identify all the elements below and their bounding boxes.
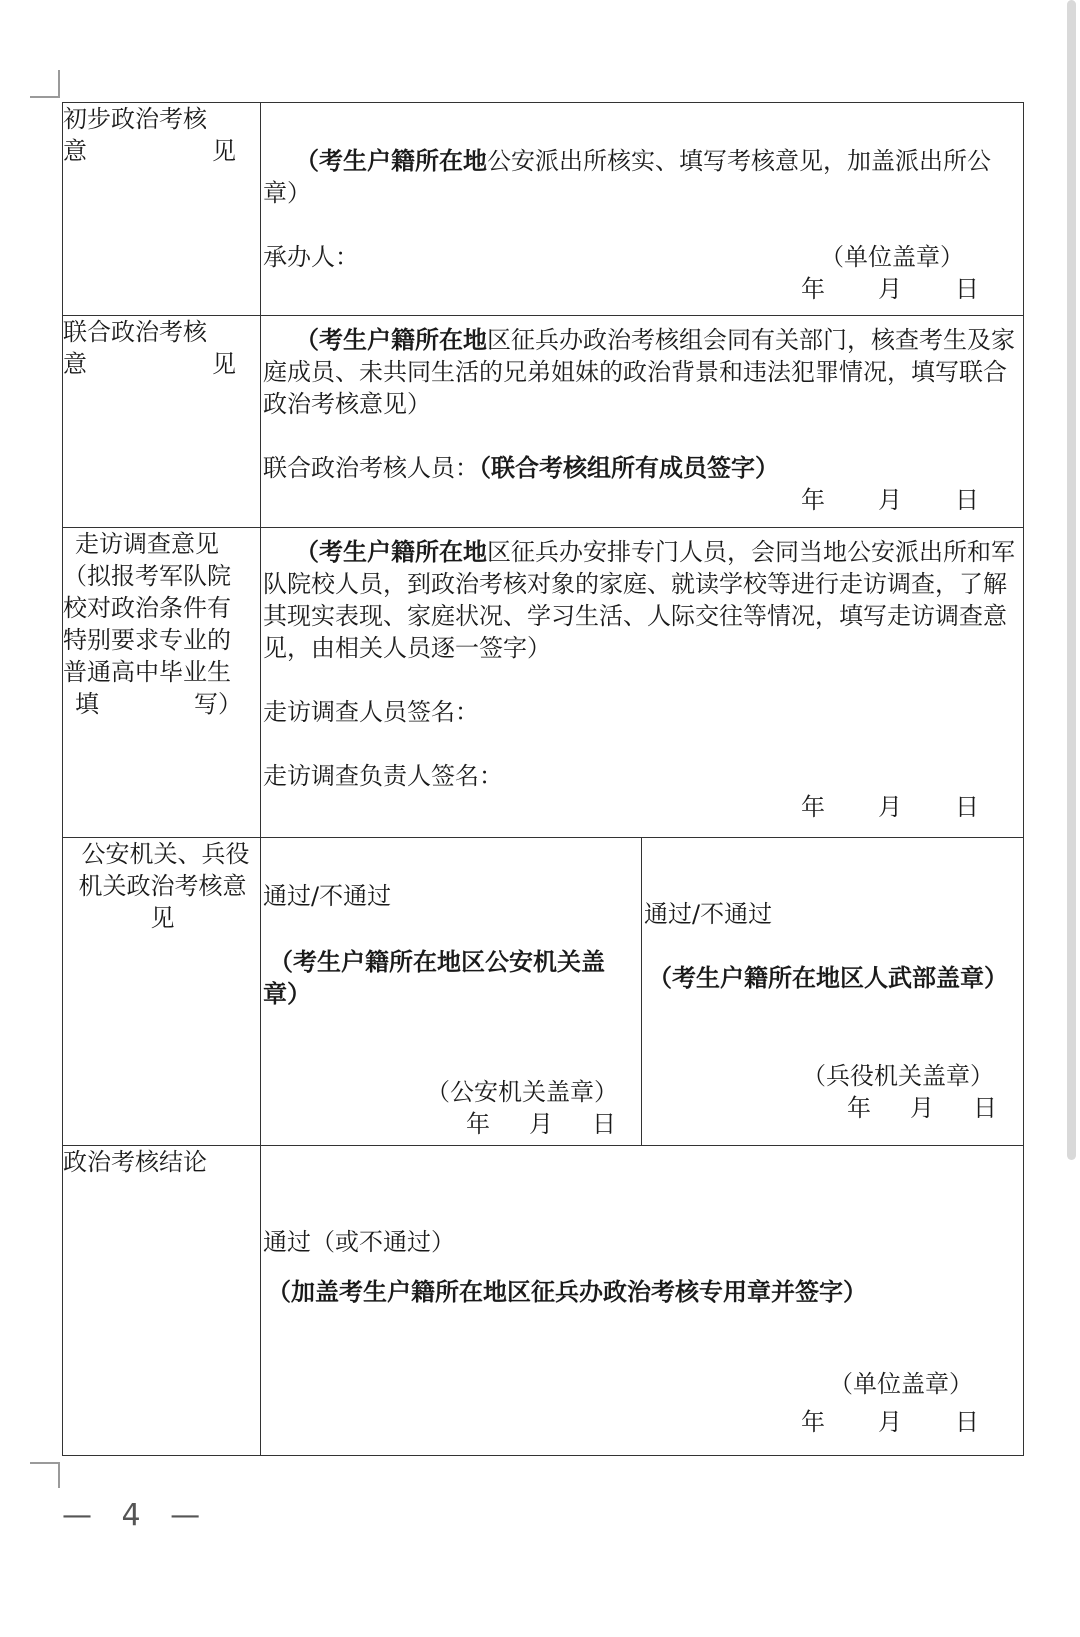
members-note: （联合考核组所有成员签字）: [479, 454, 779, 482]
label-char: 填: [75, 690, 99, 718]
label-text: 机关政治考核意见: [78, 872, 247, 932]
pass-fail-label: 通过（或不通过）: [263, 1228, 455, 1256]
cell-police-opinion: [261, 838, 642, 1146]
crop-mark-bottom-v: [58, 1462, 60, 1488]
label-char: 意: [63, 137, 87, 165]
label-char: 写）: [194, 690, 242, 718]
date-month: 月: [878, 486, 902, 514]
cell-joint-review: [261, 316, 1024, 528]
military-seal-label: （兵役机关盖章）: [802, 1062, 994, 1090]
military-seal-instruction: （考生户籍所在地区人武部盖章）: [648, 964, 1008, 992]
date-month: 月: [878, 275, 902, 303]
police-seal-instruction: （考生户籍所在地区公安机关盖章）: [263, 948, 605, 1008]
crop-mark-bottom-h: [30, 1462, 60, 1464]
label-joint-review: [63, 316, 261, 528]
cell-initial-review: [261, 103, 1024, 316]
conclusion-seal-instruction: （加盖考生户籍所在地区征兵办政治考核专用章并签字）: [267, 1278, 867, 1306]
instruction-text: [263, 145, 1019, 209]
label-char: 意: [63, 350, 87, 378]
date-month: 月: [878, 1408, 902, 1436]
date-year: 年: [847, 1094, 871, 1122]
date-year: 年: [801, 275, 825, 303]
date-month: 月: [529, 1110, 553, 1138]
date-day: 日: [955, 486, 979, 514]
unit-seal-label: （单位盖章）: [829, 1370, 973, 1398]
row-initial-review: [63, 103, 1024, 316]
unit-seal-label: （单位盖章）: [820, 243, 964, 271]
row-joint-review: [63, 316, 1024, 528]
label-text: 政治考核结论: [63, 1148, 207, 1176]
instruction-bold: （考生户籍所在地: [295, 538, 487, 566]
label-police-military: [63, 838, 261, 1146]
label-initial-review: [63, 103, 261, 316]
date-day: 日: [955, 793, 979, 821]
date-year: 年: [466, 1110, 490, 1138]
row-conclusion: [63, 1146, 1024, 1456]
date-line: [801, 484, 979, 516]
cell-conclusion: [261, 1146, 1024, 1456]
label-char: 见: [212, 137, 236, 165]
instruction-rest: 区征兵办政治考核组会同有关部门，核查考生及家庭成员、未共同生活的兄弟姐妹的政治背景和违法犯罪情况，填写联合政治考核意见）: [263, 326, 1015, 418]
label-text: 走访调查意见: [75, 530, 219, 558]
pass-fail-label: 通过/不通过: [644, 900, 773, 928]
instruction-text: [263, 536, 1019, 664]
label-visit-survey: [63, 528, 261, 838]
crop-mark-top-h: [30, 96, 60, 98]
date-day: 日: [592, 1110, 616, 1138]
date-day: 日: [955, 275, 979, 303]
label-text: 普通高中毕业生: [63, 658, 231, 686]
date-day: 日: [955, 1408, 979, 1436]
label-text: （拟报考军队院: [63, 562, 231, 590]
label-text-justified: [63, 688, 260, 720]
members-line: [263, 452, 779, 484]
date-month: 月: [910, 1094, 934, 1122]
scrollbar[interactable]: [1067, 0, 1076, 1160]
date-line: [801, 1406, 979, 1438]
instruction-bold: （考生户籍所在地: [295, 326, 487, 354]
label-text: 特别要求专业的: [63, 626, 231, 654]
instruction-text: [263, 324, 1019, 420]
survey-staff-signature-label: 走访调查人员签名：: [263, 698, 479, 726]
date-month: 月: [878, 793, 902, 821]
label-text: 初步政治考核: [63, 105, 207, 133]
date-line: [801, 273, 979, 305]
police-seal-label: （公安机关盖章）: [426, 1078, 618, 1106]
page-number: — 4 —: [62, 1498, 211, 1533]
date-line: [466, 1108, 616, 1140]
instruction-rest: 公安派出所核实、填写考核意见，加盖派出所公章）: [263, 147, 991, 207]
instruction-bold: （考生户籍所在地: [295, 147, 487, 175]
date-line: [847, 1092, 997, 1124]
label-text: 公安机关、兵役: [81, 840, 250, 868]
label-text: 校对政治条件有: [63, 594, 231, 622]
cell-visit-survey: [261, 528, 1024, 838]
pass-fail-label: 通过/不通过: [263, 882, 392, 910]
members-label: 联合政治考核人员：: [263, 454, 479, 482]
instruction-rest: 区征兵办安排专门人员，会同当地公安派出所和军队院校人员，到政治考核对象的家庭、就读学校等进行走访调查，了解其现实表现、家庭状况、学习生活、人际交往等情况，填写走访调查意见，由相关人员逐一签字）: [263, 538, 1015, 662]
crop-mark-top-v: [58, 70, 60, 98]
date-year: 年: [801, 793, 825, 821]
date-line: [801, 791, 979, 823]
survey-lead-signature-label: 走访调查负责人签名：: [263, 762, 503, 790]
label-text: 联合政治考核: [63, 318, 207, 346]
row-police-military: [63, 838, 1024, 1146]
date-year: 年: [801, 486, 825, 514]
handler-label: 承办人：: [263, 243, 359, 271]
label-char: 见: [212, 350, 236, 378]
cell-military-opinion: [642, 838, 1024, 1146]
label-text-justified: [63, 348, 260, 380]
date-day: 日: [973, 1094, 997, 1122]
label-conclusion: [63, 1146, 261, 1456]
row-visit-survey: [63, 528, 1024, 838]
date-year: 年: [801, 1408, 825, 1436]
label-text-justified: [63, 135, 260, 167]
political-review-form: [62, 102, 1024, 1456]
